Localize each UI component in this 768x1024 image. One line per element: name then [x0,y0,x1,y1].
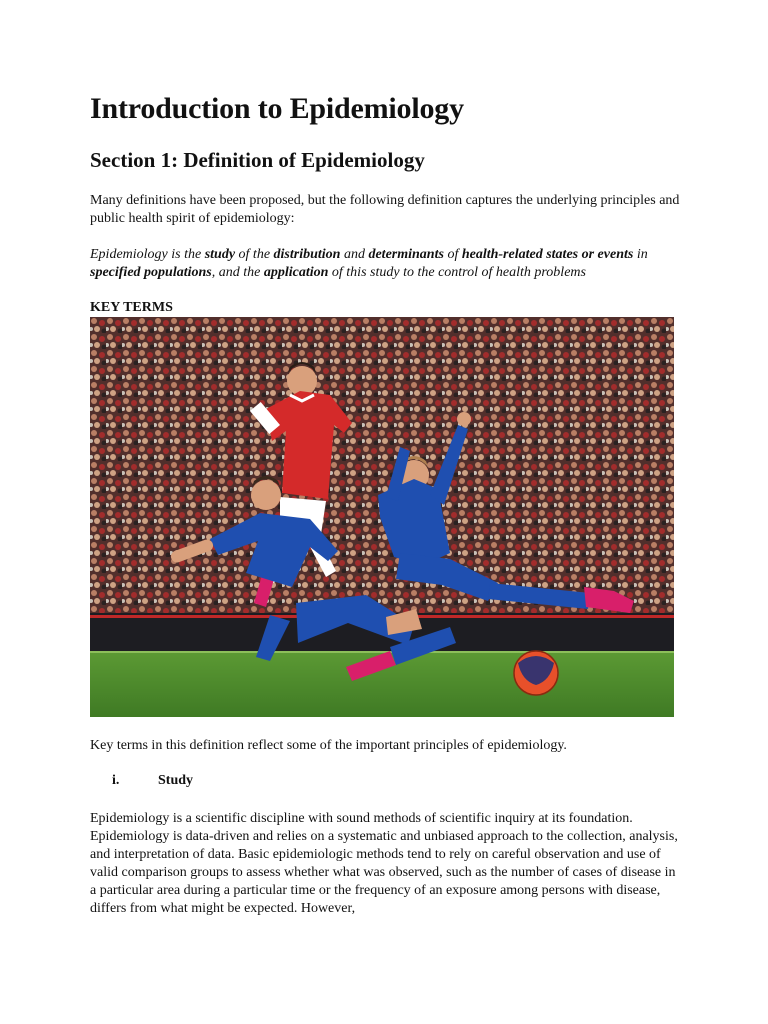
definition-term-populations: specified populations [90,265,212,280]
definition-term-application: application [263,265,329,280]
definition-text: and [340,247,369,262]
definition-text: , and the [211,265,264,280]
intro-paragraph: Many definitions have been proposed, but the following definition captures the underlying principles and public health spirit of epidemiology: [90,193,680,226]
football-ball [514,651,558,695]
page-title: Introduction to Epidemiology [90,92,464,125]
section-heading: Section 1: Definition of Epidemiology [90,148,425,172]
definition-term-study: study [204,247,236,262]
definition-text: of [443,247,462,262]
definition-term-distribution: distribution [273,247,341,262]
list-item-study [112,773,193,789]
football-match-photo [90,317,674,717]
definition-term-determinants: determinants [368,247,444,262]
key-terms-heading: KEY TERMS [90,300,173,315]
definition-text: in [633,247,648,262]
list-item-number: i. [112,773,120,788]
definition-paragraph [90,246,680,282]
definition-text: Epidemiology is the [90,247,205,262]
study-paragraph: Epidemiology is a scientific discipline with sound methods of scientific inquiry at its foundation. Epidemiology is data-driven and relies on a systematic and unbiased approach to the collection, analysis, and interpretation of data. Basic epidemiologic methods tend to rely on careful observation and use of valid comparison groups to assess whether what was observed, such as the number of cases of disease in a particular area during a particular time or the frequency of an exposure among persons with disease, differs from what might be expected. However, [90,811,678,916]
definition-text: of this study to the control of health problems [328,265,586,280]
key-terms-sentence: Key terms in this definition reflect some of the important principles of epidemiology. [90,738,567,753]
definition-text: of the [235,247,274,262]
photo-illustration [90,317,674,717]
list-item-label: Study [158,773,194,788]
definition-term-health-states: health-related states or events [461,247,634,262]
